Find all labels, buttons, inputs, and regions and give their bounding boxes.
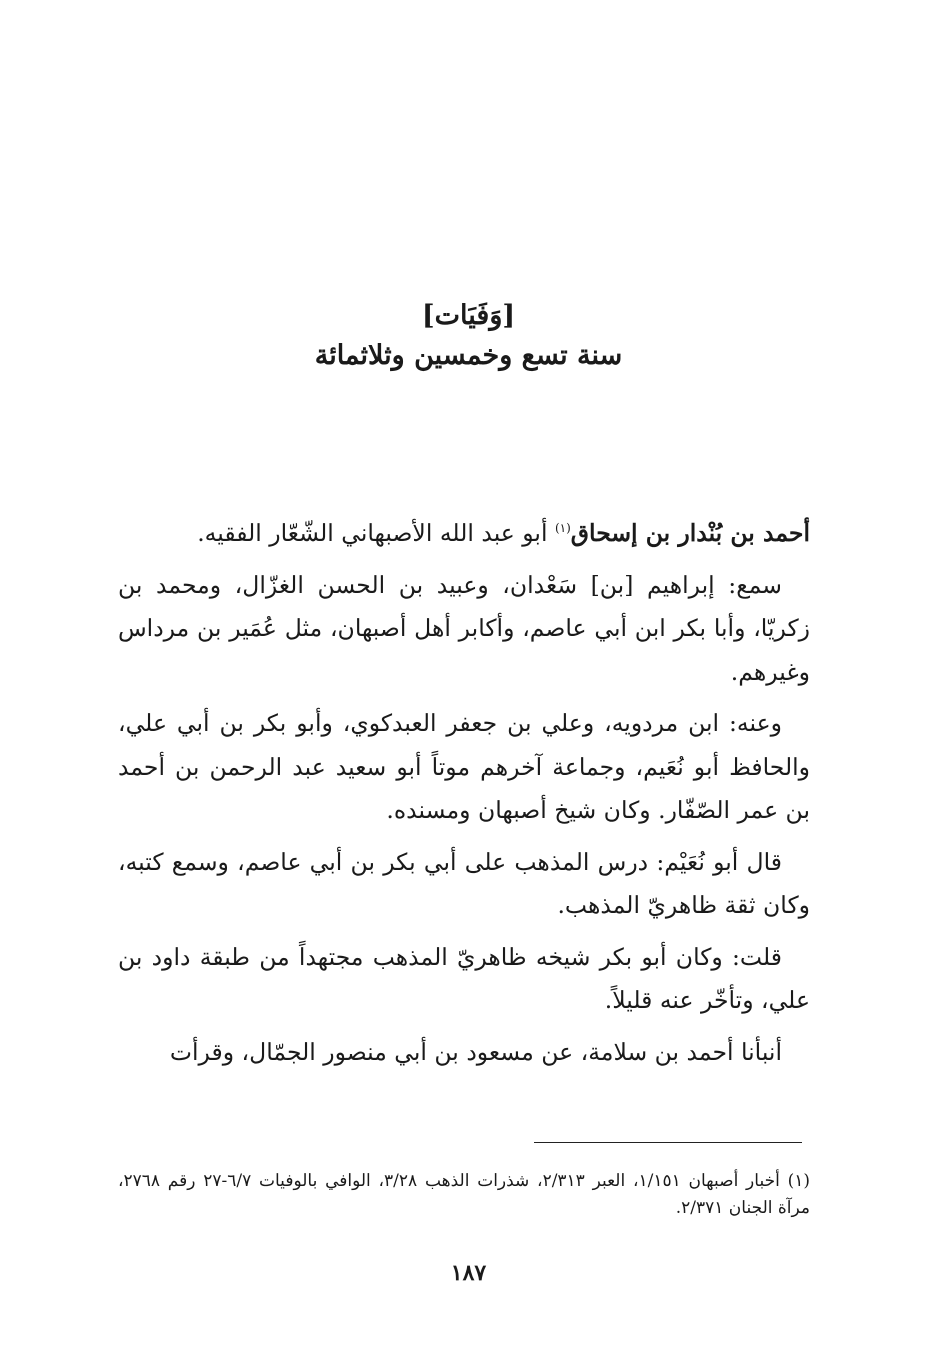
paragraph-author-note: قلت: وكان أبو بكر شيخه ظاهريّ المذهب مجتهداً من طبقة داود بن علي، وتأخّر عنه قليلاً. xyxy=(118,942,810,1014)
chapter-heading xyxy=(0,296,937,376)
paragraph-narrators: وعنه: ابن مردويه، وعلي بن جعفر العبدكوي، وأبو بكر بن أبي علي، والحافظ أبو نُعَيم، وجماعة آخرهم موتاً أبو سعيد عبد الرحمن بن أحمد بن عمر الصّفّار. وكان شيخ أصبهان ومسنده. xyxy=(118,709,810,824)
paragraph-isnad: أنبأنا أحمد بن سلامة، عن مسعود بن أبي منصور الجمّال، وقرأت xyxy=(169,1037,782,1066)
paragraph-abu-nuaym: قال أبو نُعَيْم: درس المذهب على أبي بكر بن أبي عاصم، وسمع كتبه، وكان ثقة ظاهريّ المذهب. xyxy=(118,847,810,919)
footnote: (١) أخبار أصبهان ١/١٥١، العبر ٢/٣١٣، شذرات الذهب ٣/٢٨، الوافي بالوفيات ٦/٧-٢٧ رقم ٢٧٦٨، مرآة الجنان ٢/٣٧١. xyxy=(118,1171,810,1218)
entry-name: أحمد بن بُنْدار بن إسحاق xyxy=(570,519,810,547)
entry-description: أبو عبد الله الأصبهاني الشّعّار الفقيه. xyxy=(197,519,555,547)
paragraph-heard-from: سمع: إبراهيم [بن] سَعْدان، وعبيد بن الحسن الغزّال، ومحمد بن زكريّا، وأبا بكر ابن أبي عاصم، وأكابر أهل أصبهان، مثل عُمَير بن مرداس وغيرهم. xyxy=(118,570,810,686)
body-text xyxy=(118,512,810,1082)
page-number: ١٨٧ xyxy=(450,1260,487,1286)
section-title: [وَفَيَات] xyxy=(421,300,516,331)
footnote-divider xyxy=(534,1142,802,1143)
year-title: سنة تسع وخمسين وثلاثمائة xyxy=(314,340,623,371)
entry-paragraph xyxy=(118,512,810,556)
footnote-reference: (١) xyxy=(554,521,571,536)
